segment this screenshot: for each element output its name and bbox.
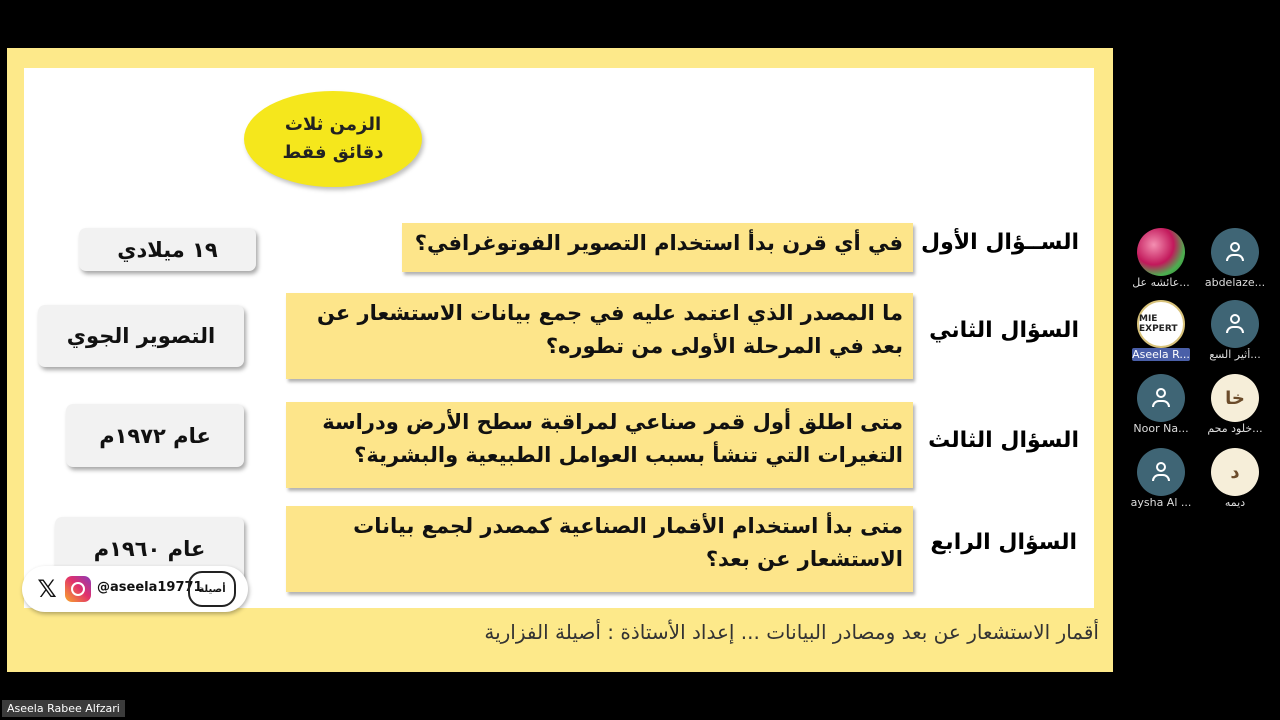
- participant-name: abdelaze...: [1204, 276, 1266, 289]
- answer-3: عام ١٩٧٢م: [66, 404, 244, 467]
- timer-line-1: الزمن ثلاث: [284, 114, 382, 135]
- participant-name: خلود محم...: [1207, 422, 1263, 435]
- answer-1: ١٩ ميلادي: [79, 228, 256, 271]
- timer-bubble: [244, 91, 422, 187]
- avatar: [1137, 448, 1185, 496]
- participant-name: aysha Al ...: [1130, 496, 1192, 509]
- social-handle: @aseela19771: [97, 580, 203, 595]
- answer-2: التصوير الجوي: [38, 305, 244, 367]
- participant-name: أثير السع...: [1209, 348, 1261, 361]
- avatar: [1137, 228, 1185, 276]
- question-1-text: في أي قرن بدأ استخدام التصوير الفوتوغرافي؟: [402, 223, 913, 272]
- participant-tile[interactable]: [1198, 448, 1272, 518]
- participant-tile[interactable]: [1198, 374, 1272, 444]
- timer-line-2: دقائق فقط: [282, 142, 384, 163]
- person-icon: [1224, 241, 1246, 263]
- presentation-slide: [7, 48, 1113, 672]
- social-handle-bar: [22, 566, 248, 612]
- avatar: [1137, 300, 1185, 348]
- person-icon: [1150, 461, 1172, 483]
- participant-name: ديمه: [1224, 496, 1246, 509]
- participant-panel: [1124, 228, 1274, 508]
- participant-tile[interactable]: [1124, 300, 1198, 370]
- participant-tile[interactable]: [1198, 300, 1272, 370]
- avatar: خا: [1211, 374, 1259, 422]
- person-icon: [1224, 313, 1246, 335]
- answer-4: عام ١٩٦٠م: [55, 517, 244, 581]
- slide-footer-text: أقمار الاستشعار عن بعد ومصادر البيانات ... إعداد الأستاذة : أصيلة الفزارية: [484, 620, 1099, 644]
- question-4-label: السؤال الرابع: [930, 530, 1077, 555]
- mie-badge-icon: MIE EXPERT: [1139, 314, 1178, 334]
- instagram-icon: [65, 576, 91, 602]
- participant-name: Noor Na...: [1133, 422, 1189, 435]
- person-icon: [1150, 387, 1172, 409]
- avatar: [1137, 374, 1185, 422]
- question-3-text: متى اطلق أول قمر صناعي لمراقبة سطح الأرض ودراسة التغيرات التي تنشأ بسبب العوامل الطبيعية والبشرية؟: [286, 402, 913, 488]
- avatar: [1211, 228, 1259, 276]
- participant-tile[interactable]: [1124, 228, 1198, 298]
- question-2-label: السؤال الثاني: [929, 318, 1079, 343]
- participant-tile[interactable]: [1198, 228, 1272, 298]
- aseela-logo: أصيلة: [188, 571, 236, 607]
- presenter-name-tag: Aseela Rabee Alfzari: [2, 700, 125, 717]
- participant-tile[interactable]: [1124, 448, 1198, 518]
- x-logo-icon: 𝕏: [37, 575, 57, 603]
- avatar: [1211, 300, 1259, 348]
- question-1-label: الســؤال الأول: [921, 230, 1079, 255]
- question-2-text: ما المصدر الذي اعتمد عليه في جمع بيانات الاستشعار عن بعد في المرحلة الأولى من تطوره؟: [286, 293, 913, 379]
- participant-tile[interactable]: [1124, 374, 1198, 444]
- question-3-label: السؤال الثالث: [928, 428, 1079, 453]
- avatar: د: [1211, 448, 1259, 496]
- question-4-text: متى بدأ استخدام الأقمار الصناعية كمصدر لجمع بيانات الاستشعار عن بعد؟: [286, 506, 913, 592]
- participant-name: عائشه عل...: [1132, 276, 1190, 289]
- participant-name-active: Aseela R...: [1132, 348, 1190, 361]
